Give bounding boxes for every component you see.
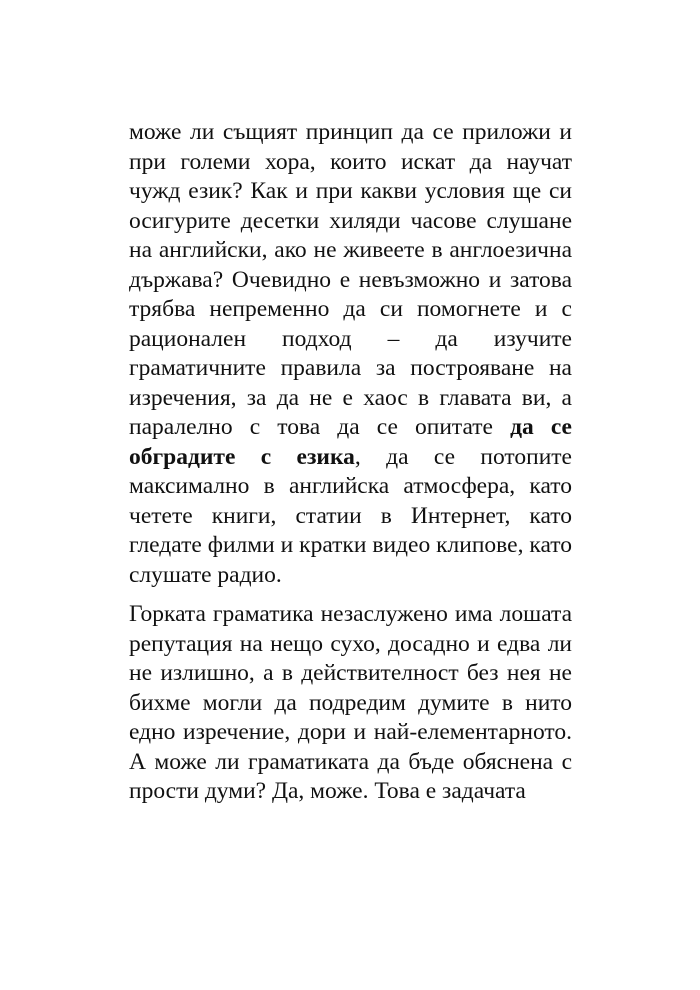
- body-text: [129, 118, 572, 807]
- paragraph: [129, 600, 572, 807]
- paragraph-text: , да се потопите максимално в английска атмосфера, като четете книги, статии в Интернет, като гледате филми и кратки видео клипове, като слушате радио.: [129, 443, 572, 588]
- paragraph: [129, 118, 572, 590]
- emphasized-phrase: да се обградите с езика: [129, 414, 572, 470]
- paragraph-text: Горката граматика незаслужено има лошата репутация на нещо сухо, досадно и едва ли не излишно, а в действителност без нея не бихме могли да подредим думите в нито едно изречение, дори и най-елементарното. А може ли граматиката да бъде обяснена с прости думи? Да, може. Това е задачата: [129, 601, 572, 804]
- paragraph-text: може ли същият принцип да се приложи и при големи хора, които искат да научат чужд език? Как и при какви условия ще си осигурите десетки хиляди часове слушане на английски, ако не живеете в англоезична държава? Очевидно е невъзможно и затова трябва непременно да си помогнете и с рационален подход – да изучите граматичните правила за построяване на изречения, за да не е хаос в главата ви, а паралелно с това да се опитате: [129, 119, 572, 440]
